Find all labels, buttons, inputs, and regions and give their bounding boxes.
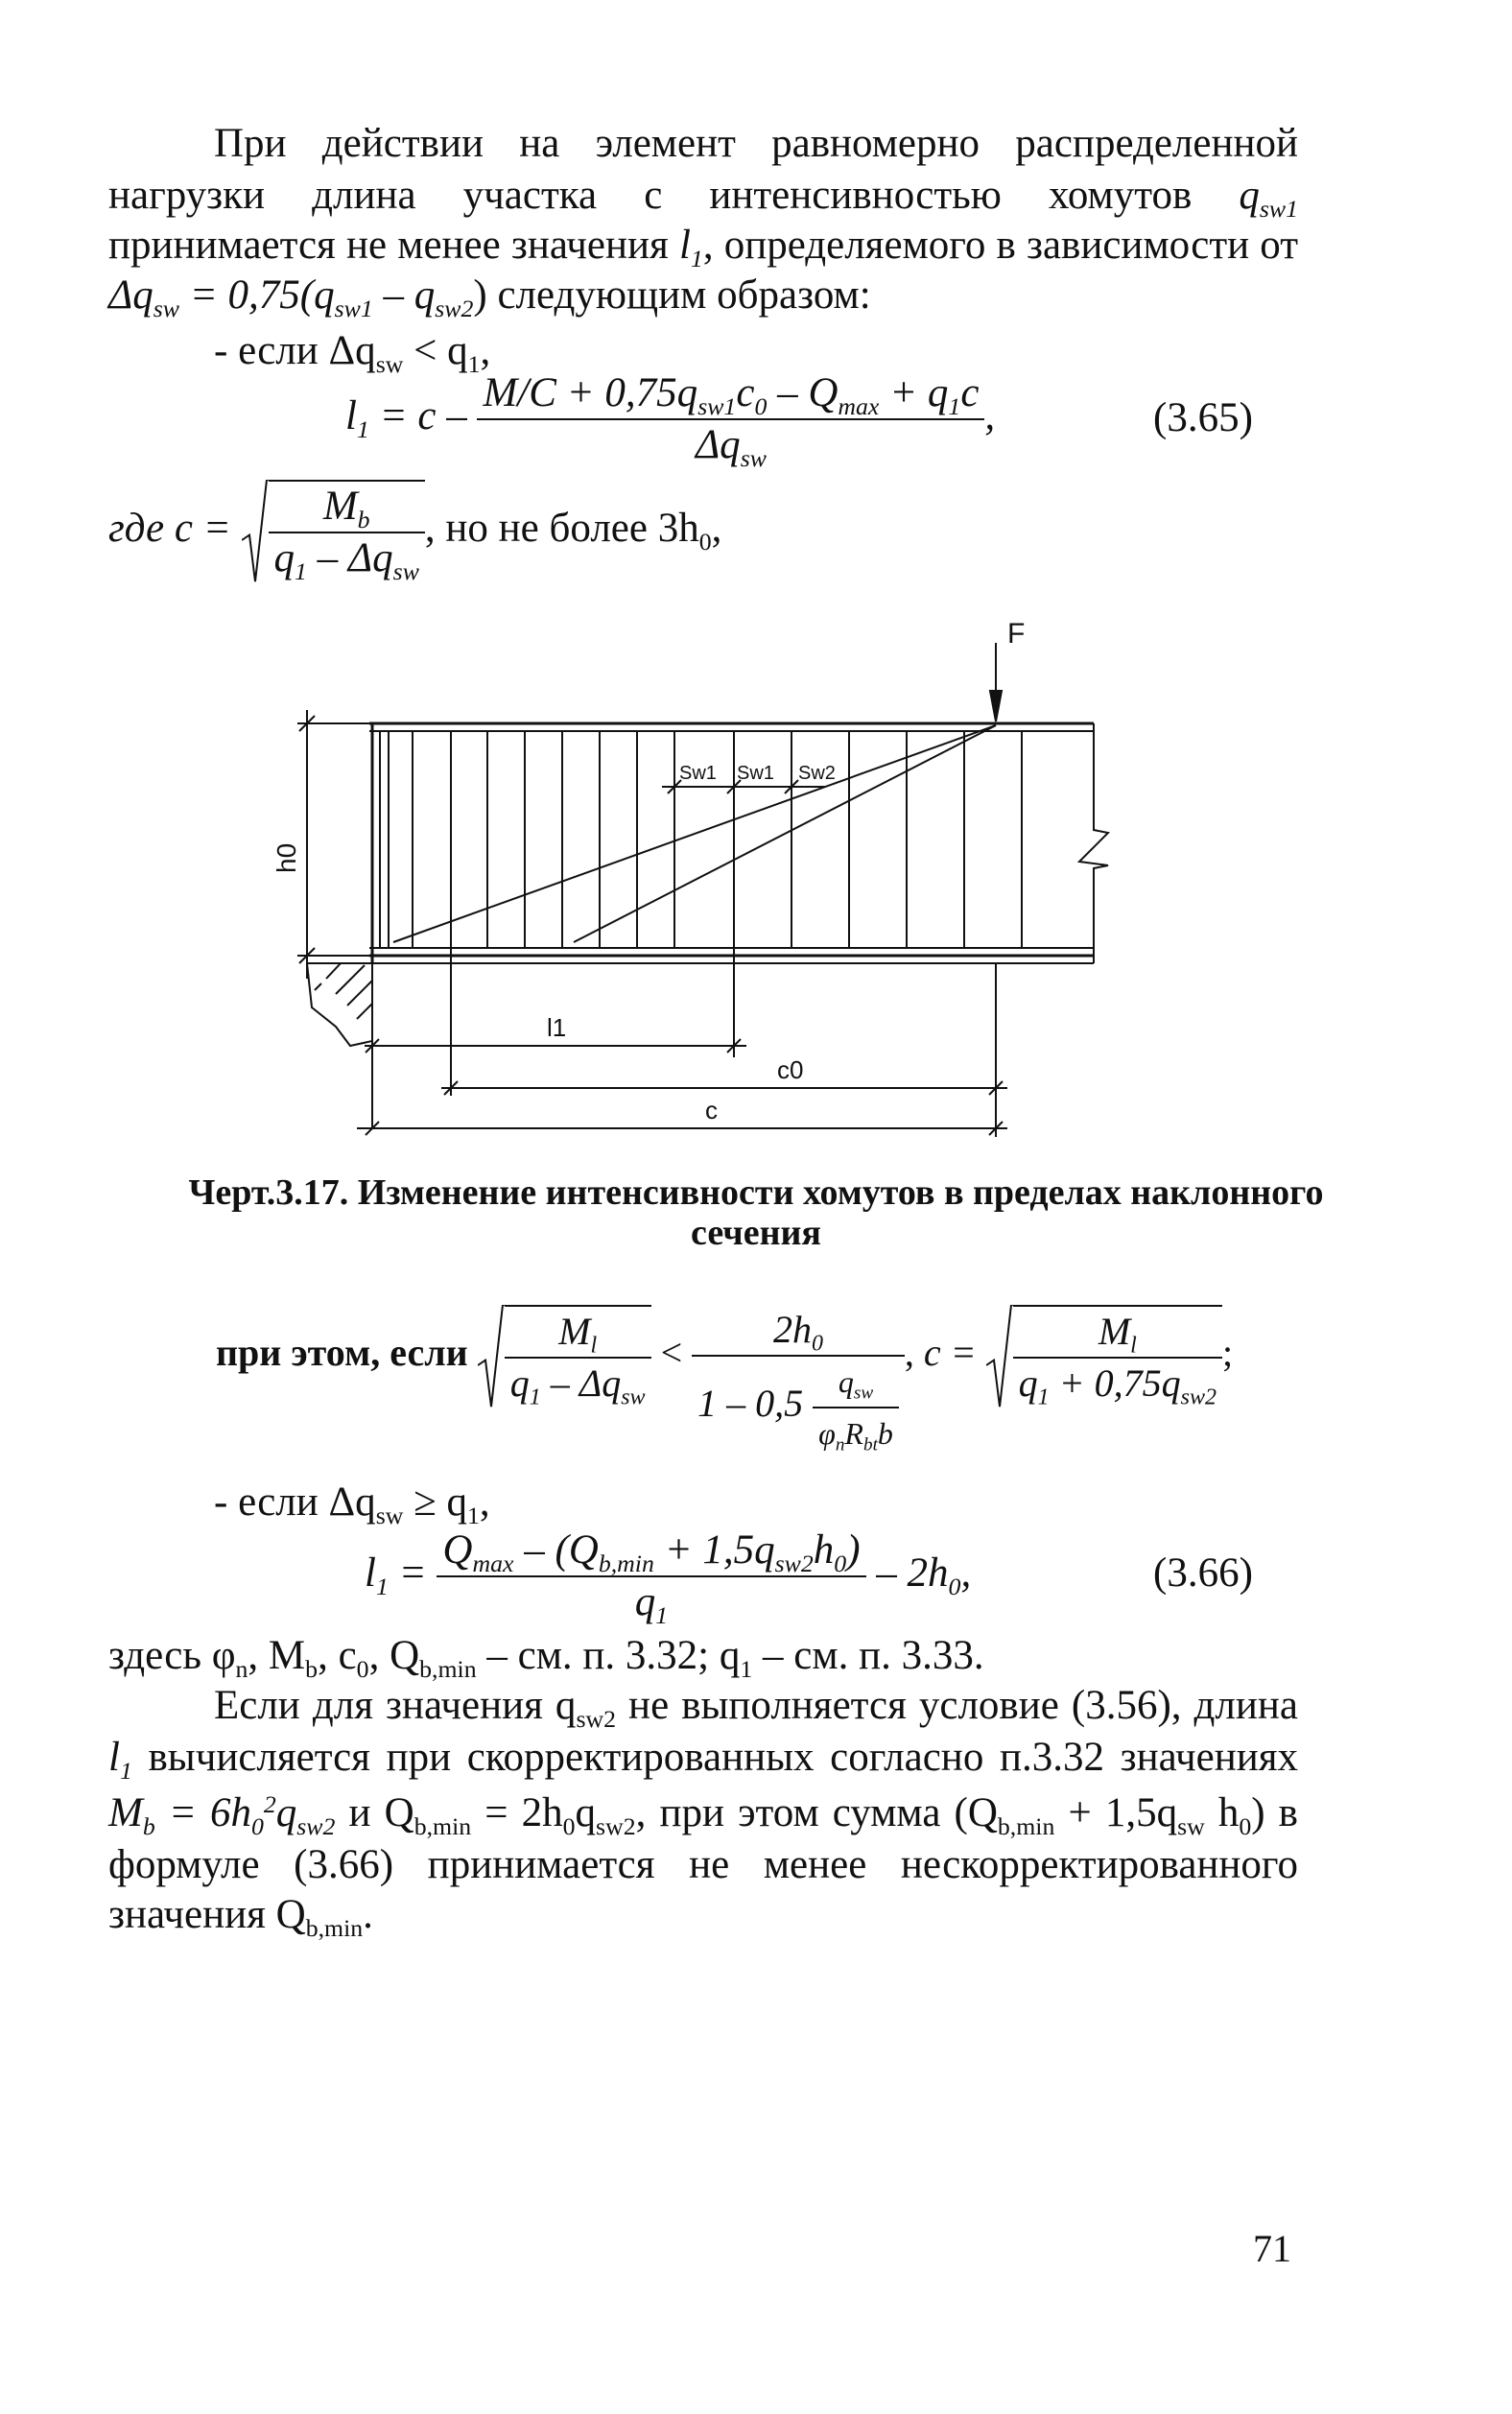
figure-caption-line1: Черт.3.17. Изменение интенсивности хомутов в пределах наклонного [188,1172,1324,1213]
label-sw1-b: Sw1 [737,763,774,784]
para2-line1: Если для значения $q_{sw2}$ не выполняется условие (3.56), длина [214,1683,1298,1734]
case2-label: - если $\Delta q_{sw} \ge q_1$, [214,1479,490,1530]
eq365-fraction: $\frac{M/C + 0,75q_{sw1}c_0 - Q_{max} + q_1c}{\Delta q_{sw}}$ [477,368,984,470]
here-references: здесь $\varphi_n$, $M_b$, $c_0$, $Q_{b,min}$ – см. п. 3.32; $q_1$ – см. п. 3.33. [108,1633,984,1684]
label-c0: c0 [777,1055,804,1084]
case1-label: - если $\Delta q_{sw} < q_1$, [214,328,491,379]
para2-line5: значения $Q_{b,min}$. [108,1892,373,1943]
condition-fraction: $2h_0$ 1 – 0,5 $\frac{q_{sw}}{\varphi_nR_{bt}b}$ [692,1305,905,1458]
eq366-fraction: $\frac{Q_{max} - (Q_{b,min} + 1,5q_{sw2}h_0)}{q_1}$ [437,1526,865,1627]
para2-line3: $M_b = 6h_0^2q_{sw2}$ и $Q_{b,min} = 2h_0q_{sw2}$, при этом сумма ($Q_{b,min} + 1,5q_{sw}$ $h_0$) в [108,1789,1298,1841]
sqrt-sign: $\frac{M_l}{q_1 + 0,75q_{sw2}}$ [986,1305,1222,1408]
para1-line4: $\Delta q_{sw} = 0,75(q_{sw1} - q_{sw2})$ следующим образом: [108,272,871,323]
sqrt-sign: $\frac{M_b}{q_1 - \Delta q_{sw}}$ [242,480,425,583]
equation-3-66: $l_1$ = $\frac{Q_{max} - (Q_{b,min} + 1,5q_{sw2}h_0)}{q_1}$ – $2h_0$, [365,1527,972,1630]
page-number: 71 [1253,2227,1291,2270]
label-h0: h0 [272,842,301,873]
para1-line2: нагрузки длина участка с интенсивностью хомутов $q_{sw1}$ [108,173,1298,224]
label-F: F [1007,618,1026,650]
label-sw2: Sw2 [798,763,836,784]
equation-number-3-65: (3.65) [1153,395,1253,440]
label-l1: l1 [547,1013,567,1042]
where-c-definition: где c = $\frac{M_b}{q_1 - \Delta q_{sw}}$ , но не более $3h_0$, [108,480,721,583]
sqrt-sign: $\frac{M_l}{q_1 - \Delta q_{sw}}$ [478,1305,651,1408]
label-sw1-a: Sw1 [679,763,717,784]
para2-line4: формуле (3.66) принимается не менее нескорректированного [108,1842,1298,1887]
figure-caption-line2: сечения [691,1213,821,1253]
equation-3-65: $l_1 = c$ – $\frac{M/C + 0,75q_{sw1}c_0 - Q_{max} + q_1c}{\Delta q_{sw}}$ , [345,370,996,473]
para1-line3: принимается не менее значения $l_1$, определяемого в зависимости от [108,223,1299,273]
beam-diagram [269,614,1151,1151]
para1-line1: При действии на элемент равномерно распределенной [214,121,1298,166]
equation-number-3-66: (3.66) [1153,1550,1253,1596]
condition-line: при этом, если $\frac{M_l}{q_1 - \Delta q_{sw}}$ < $2h_0$ 1 – 0,5 $\frac{q_{sw}}{\varphi_nR_{bt}b}$ , c = $\frac{M_l}{q_1 + 0,75q_{sw2}}$ ; [216,1305,1233,1458]
label-c: c [705,1096,718,1124]
para2-line2: $l_1$ вычисляется при скорректированных согласно п.3.32 значениях [108,1735,1298,1786]
